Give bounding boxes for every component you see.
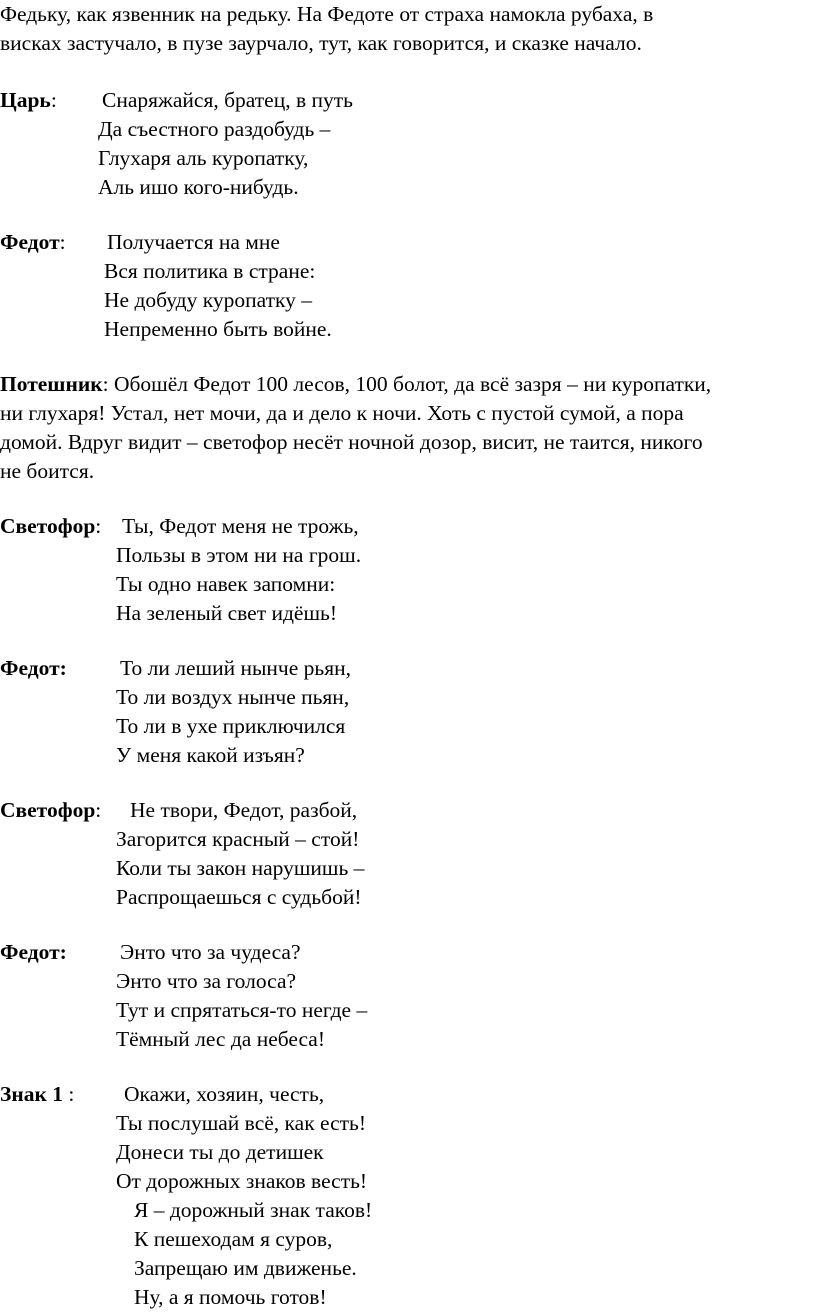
speaker-svetofor xyxy=(0,512,101,541)
speaker-znak xyxy=(0,1080,74,1109)
verse-line: Энто что за чудеса? xyxy=(120,940,301,964)
verse-line: Распрощаешься с судьбой! xyxy=(116,885,362,909)
verse-line: Донеси ты до детишек xyxy=(116,1140,324,1164)
prose-line xyxy=(0,370,711,399)
speaker-fedot: Федот: xyxy=(0,940,67,964)
prose-line: домой. Вдруг видит – светофор несёт ночной дозор, висит, не таится, никого xyxy=(0,430,703,454)
prose-line: ни глухаря! Устал, нет мочи, да и дело к ночи. Хоть с пустой сумой, а пора xyxy=(0,401,684,425)
speaker-colon: : xyxy=(59,230,66,254)
speaker-colon: : xyxy=(63,1082,75,1106)
verse-line: То ли в ухе приключился xyxy=(116,714,346,738)
intro-line-1: Федьку, как язвенник на редьку. На Федоте от страха намокла рубаха, в xyxy=(0,2,654,26)
speaker-name: Федот xyxy=(0,230,60,254)
speaker-colon: : xyxy=(95,514,102,538)
verse-line: Ты послушай всё, как есть! xyxy=(116,1111,367,1135)
intro-line-2: висках застучало, в пузе заурчало, тут, как говорится, и сказке начало. xyxy=(0,31,642,55)
verse-line: Аль ишо кого-нибудь. xyxy=(98,175,299,199)
prose-line: не боится. xyxy=(0,459,95,483)
verse-line: Глухаря аль куропатку, xyxy=(98,146,309,170)
verse-line: Ты, Федот меня не трожь, xyxy=(122,514,359,538)
verse-line: Получается на мне xyxy=(107,230,280,254)
speaker-colon: : xyxy=(50,88,57,112)
verse-line: Пользы в этом ни на грош. xyxy=(116,543,362,567)
speaker-name: Знак 1 xyxy=(0,1082,63,1106)
verse-line: От дорожных знаков весть! xyxy=(116,1169,368,1193)
speaker-fedot xyxy=(0,228,66,257)
verse-line: Ну, а я помочь готов! xyxy=(134,1285,327,1309)
verse-line: К пешеходам я суров, xyxy=(134,1227,333,1251)
speaker-colon: : xyxy=(95,798,102,822)
verse-line: Вся политика в стране: xyxy=(104,259,316,283)
verse-line: Запрещаю им движенье. xyxy=(134,1256,357,1280)
verse-line: Да съестного раздобудь – xyxy=(98,117,331,141)
verse-line: Тут и спрятаться-то негде – xyxy=(116,998,368,1022)
verse-line: То ли леший нынче рьян, xyxy=(120,656,351,680)
verse-line: Энто что за голоса? xyxy=(116,969,297,993)
verse-line: У меня какой изъян? xyxy=(116,743,305,767)
prose-text: : Обошёл Федот 100 лесов, 100 болот, да всё зазря – ни куропатки, xyxy=(102,372,712,396)
verse-line: Окажи, хозяин, честь, xyxy=(124,1082,325,1106)
speaker-name: Светофор xyxy=(0,798,96,822)
speaker-tsar xyxy=(0,86,57,115)
verse-line: Коли ты закон нарушишь – xyxy=(116,856,365,880)
verse-line: Загорится красный – стой! xyxy=(116,827,360,851)
speaker-name: Потешник xyxy=(0,372,103,396)
verse-line: То ли воздух нынче пьян, xyxy=(116,685,350,709)
verse-line: Ты одно навек запомни: xyxy=(116,572,336,596)
verse-line: Не добуду куропатку – xyxy=(104,288,313,312)
speaker-fedot: Федот: xyxy=(0,656,67,680)
speaker-svetofor xyxy=(0,796,101,825)
verse-line: Я – дорожный знак таков! xyxy=(134,1198,373,1222)
verse-line: На зеленый свет идёшь! xyxy=(116,601,337,625)
speaker-name: Светофор xyxy=(0,514,96,538)
verse-line: Не твори, Федот, разбой, xyxy=(130,798,358,822)
verse-line: Непременно быть войне. xyxy=(104,317,332,341)
speaker-name: Царь xyxy=(0,88,51,112)
verse-line: Тёмный лес да небеса! xyxy=(116,1027,325,1051)
verse-line: Снаряжайся, братец, в путь xyxy=(102,88,353,112)
